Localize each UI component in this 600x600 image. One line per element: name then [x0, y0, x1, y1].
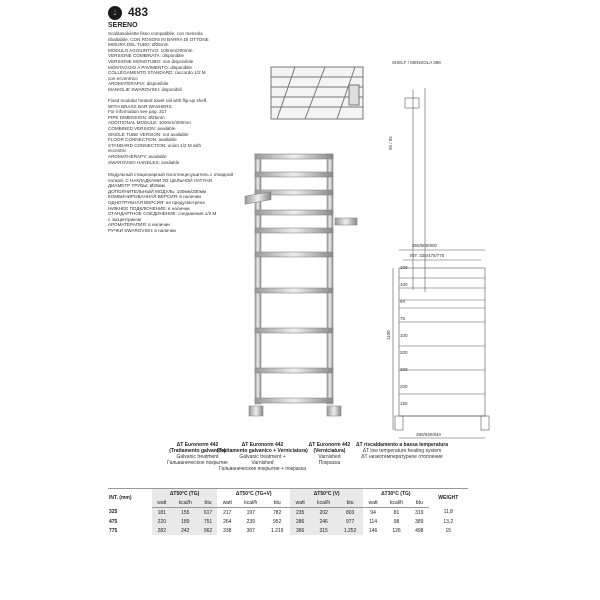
unit-header: kcal/h — [172, 498, 199, 508]
group-header: ΔT30°C (TG) — [363, 489, 428, 499]
description-line: Модульный стационарный полотенцесушитель с откидной — [108, 172, 234, 177]
table-row — [108, 517, 468, 526]
value-cell: 962 — [199, 526, 218, 535]
description-line: полкой, С НАКЛАДКАМИ ИЗ ЦЕЛЬНОЙ ЛАТУНИ. — [108, 177, 214, 183]
description-line: SINGLE TUBE VERSION: not available — [108, 131, 189, 137]
description-line: ДОПОЛНИТЕЛЬНЫЙ МОДУЛЬ: 100мм/200мм — [108, 188, 207, 194]
shelf-detail-image — [265, 55, 377, 137]
unit-header: kcal/h — [237, 498, 264, 508]
value-cell: 803 — [337, 508, 363, 518]
unit-header: btu — [264, 498, 290, 508]
legend-galvanic-varnished: ΔT Euronorm 442 (Trattamento galvanico + Verniciatura) Galvanic treatment + Varnished Гальваническое покрытие + покраска — [217, 442, 308, 472]
legend-low-temperature: ΔT riscaldamento a bassa temperatura ΔT low temperature heating system ΔT низкотемпературное отопление — [356, 442, 448, 460]
description-line: Fixed modular heated towel rail with flip-up shelf, — [108, 98, 208, 103]
weight-header: WEIGHT — [429, 489, 468, 508]
table-row — [108, 508, 468, 518]
value-cell: 264 — [223, 518, 232, 525]
segment-dimension-label: 75 — [400, 316, 406, 321]
group-header: ΔT50°C (TG+V) — [217, 489, 290, 499]
int-cell: 775 — [109, 527, 118, 534]
value-cell: 389 — [415, 518, 424, 525]
product-name: SERENO — [108, 22, 138, 29]
value-cell: 286 — [290, 517, 310, 526]
value-cell: 155 — [172, 508, 199, 518]
segment-dimension-label: 94 — [400, 299, 406, 304]
value-cell: 114 — [369, 518, 378, 525]
value-cell: 181 — [152, 508, 172, 518]
value-cell: 366 — [290, 526, 310, 535]
value-cell: 977 — [337, 517, 363, 526]
description-line: АРОМАТЕРАПИЯ: в наличии — [108, 222, 170, 228]
top-width-label: 350/500/800 — [412, 243, 438, 248]
description-line: WITH BRASS BAR WASHERS. — [108, 103, 173, 109]
unit-header: watt — [152, 498, 172, 508]
legend-galvanic: ΔT Euronorm 442 (Trattamento galvanico) Galvanic treatment Гальваническое покрытие — [167, 442, 228, 466]
description-line: AROMATHERAPY: available — [108, 153, 167, 159]
unit-header: btu — [199, 498, 218, 508]
description-line: STANDARD CONNECTION: union 1/2 M with — [108, 142, 202, 148]
italian-description — [108, 31, 268, 93]
side-height-label: 95 / 55 — [388, 136, 393, 150]
weight-cell: 15 — [445, 527, 452, 534]
segment-dimension-label: 200 — [400, 350, 408, 355]
value-cell: 315 — [310, 526, 337, 535]
description-line: PIPE DIMENSION: Ø25mm — [108, 114, 165, 120]
segment-labels — [400, 265, 410, 425]
unit-header: btu — [337, 498, 363, 508]
description-line: COLLEGAMENTO STANDARD: raccordo 1/2 M — [108, 70, 206, 76]
description-line: ДИАМЕТР ТРУБЫ: Ø25мм — [108, 183, 165, 189]
value-cell: 338 — [223, 527, 232, 534]
description-line: НИЖНЕЕ ПОДКЛЮЧЕНИЕ: в наличии — [108, 205, 190, 211]
description-line: MISURA DEL TUBO: Ø25mm — [108, 42, 169, 48]
unit-header: watt — [217, 498, 237, 508]
description-line: VERSIONE COMBINATA: disponibile — [108, 53, 184, 59]
value-cell: 246 — [310, 517, 337, 526]
value-cell: 98 — [393, 518, 400, 525]
description-line: COMBINED VERSION: available — [108, 125, 176, 131]
total-height-label: 1100 — [386, 330, 391, 340]
product-code: 483 — [128, 5, 149, 19]
value-cell: 319 — [415, 509, 424, 516]
towel-rail-image — [235, 148, 375, 433]
description-line: РУЧКИ SWAROVSKI: в наличии — [108, 227, 176, 233]
value-cell: 307 — [246, 527, 255, 534]
segment-dimension-label: 200 — [400, 384, 408, 389]
int-header: INT. (mm) — [108, 489, 152, 508]
value-cell: 189 — [172, 517, 199, 526]
description-line: MONTAGGIO A PAVIMENTO: disponibile — [108, 64, 192, 70]
description-line: FLOOR CONNECTION: available — [108, 137, 177, 143]
segment-dimension-label: 150 — [400, 401, 408, 406]
description-line: ОДНОТРУБНАЯ ВЕРСИЯ: не предусмотрена — [108, 199, 205, 205]
drop-icon: 💧︎ — [108, 6, 122, 20]
value-cell: 782 — [273, 509, 282, 516]
value-cell: 239 — [246, 518, 255, 525]
int-cell: 325 — [109, 509, 118, 516]
weight-cell: 13,2 — [443, 518, 454, 525]
description-line: For information see pag. 317 — [108, 109, 167, 115]
int-cell: 475 — [109, 518, 118, 525]
unit-header: watt — [290, 498, 310, 508]
description-line: MANIGLIE SWAROVSKI: disponibili — [108, 86, 182, 92]
unit-header: kcal/h — [310, 498, 337, 508]
value-cell: 617 — [199, 508, 218, 518]
description-line: VERSIONE MONOTUBO: non disponibile — [108, 58, 194, 64]
specification-table — [108, 488, 468, 535]
value-cell: 81 — [393, 509, 400, 516]
value-cell: 498 — [415, 527, 424, 534]
description-line: СТАНДАРТНОЕ СОЕДИНЕНИЕ: соединение 1/2 М — [108, 211, 217, 217]
description-line: SWAROVSKI HANDLES: available — [108, 159, 180, 165]
value-cell: 146 — [368, 527, 378, 534]
description-line: КОМБИНИРОВАННАЯ ВЕРСИЯ: в наличии — [108, 194, 201, 200]
description-line: AROMATERAPIA: disponibile — [108, 81, 169, 87]
group-header: ΔT50°C (TG) — [152, 489, 217, 499]
unit-header: watt — [363, 498, 383, 508]
value-cell: 126 — [392, 527, 401, 534]
group-header: ΔT50°C (V) — [290, 489, 363, 499]
description-line: con eccentrico — [108, 75, 138, 81]
segment-dimension-label: 100 — [400, 265, 408, 270]
value-cell: 1.219 — [270, 527, 284, 534]
shelf-dimension-label: SHELF / MENSOLA 398 — [392, 60, 441, 65]
segment-dimension-label: 100 — [400, 282, 408, 287]
value-cell: 202 — [310, 508, 337, 518]
value-cell: 751 — [199, 517, 218, 526]
value-cell: 952 — [273, 518, 282, 525]
value-cell: 1.252 — [337, 526, 363, 535]
description-line: с эксцентриком — [108, 216, 141, 222]
description-line: eccentric — [108, 148, 127, 154]
table-row — [108, 526, 468, 535]
value-cell: 235 — [290, 508, 310, 518]
weight-cell: 11,8 — [443, 509, 453, 516]
internal-width-label: INT. 325/475/775 — [410, 253, 445, 258]
segment-dimension-label: 200 — [400, 367, 408, 372]
description-line: MODULO AGGIUNTIVO: 100mm/200mm — [108, 47, 193, 53]
unit-header: btu — [410, 498, 429, 508]
description-line: ADDITIONAL MODULE: 100mm/200mm — [108, 120, 191, 126]
description-line: ribaltabile, CON ROSONI IN BARRA DI OTTONE — [108, 36, 209, 42]
segment-dimension-label: 100 — [400, 333, 408, 338]
value-cell: 220 — [152, 517, 172, 526]
value-cell: 94 — [370, 509, 376, 516]
value-cell: 282 — [152, 526, 172, 535]
description-line: Scaldasalviette fisso compatibile, con mensola — [108, 31, 203, 36]
value-cell: 217 — [223, 509, 232, 516]
legend-varnished: ΔT Euronorm 442 (Verniciatura) Varnished Покраска — [308, 442, 351, 466]
unit-header: kcal/h — [383, 498, 410, 508]
value-cell: 197 — [246, 509, 255, 516]
bottom-width-label: 390/540/840 — [416, 432, 442, 437]
value-cell: 242 — [172, 526, 199, 535]
